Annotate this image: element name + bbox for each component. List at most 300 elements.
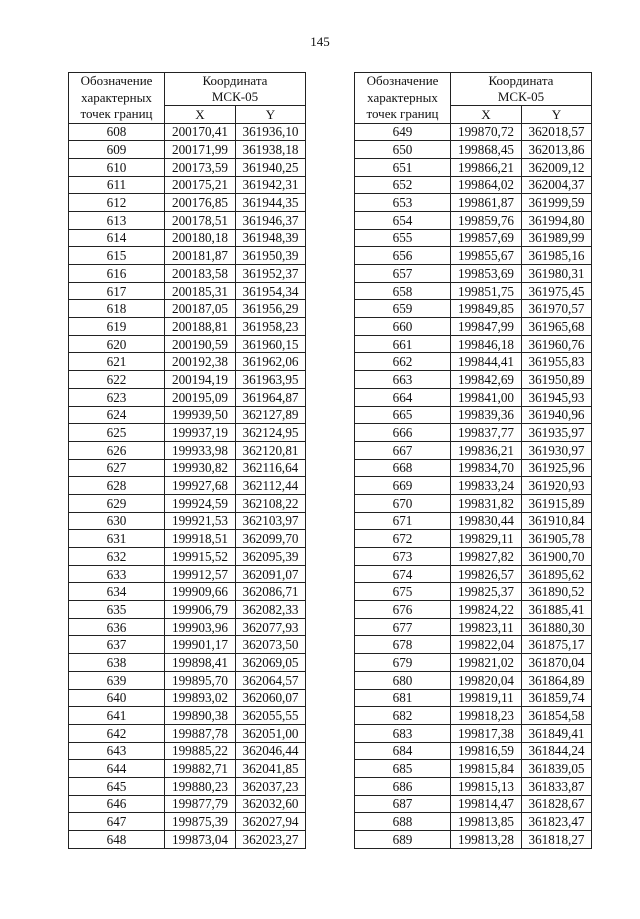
- y-coordinate-cell: 361940,96: [522, 406, 592, 424]
- y-coordinate-cell: 361936,10: [236, 123, 306, 141]
- table-row: [69, 300, 306, 318]
- y-coordinate-cell: 361833,87: [522, 777, 592, 795]
- point-number-cell: 644: [69, 760, 165, 778]
- x-coordinate-cell: 200178,51: [165, 211, 236, 229]
- x-coordinate-cell: 199814,47: [451, 795, 522, 813]
- y-column-header: Y: [236, 105, 306, 123]
- x-coordinate-cell: 200170,41: [165, 123, 236, 141]
- table-row: [355, 671, 592, 689]
- point-number-cell: 663: [355, 371, 451, 389]
- x-coordinate-cell: 199817,38: [451, 724, 522, 742]
- coordinates-table-right-body: [355, 123, 592, 848]
- y-coordinate-cell: 361839,05: [522, 760, 592, 778]
- x-coordinate-cell: 199870,72: [451, 123, 522, 141]
- table-row: [69, 831, 306, 849]
- y-coordinate-cell: 362041,85: [236, 760, 306, 778]
- y-coordinate-cell: 362051,00: [236, 724, 306, 742]
- point-number-cell: 616: [69, 265, 165, 283]
- y-coordinate-cell: 361920,93: [522, 477, 592, 495]
- table-row: [355, 813, 592, 831]
- x-coordinate-cell: 200181,87: [165, 247, 236, 265]
- point-number-cell: 688: [355, 813, 451, 831]
- coordinate-header-line2: МСК-05: [211, 88, 259, 104]
- x-coordinate-cell: 199827,82: [451, 548, 522, 566]
- table-row: [355, 247, 592, 265]
- x-coordinate-cell: 199834,70: [451, 459, 522, 477]
- point-number-cell: 608: [69, 123, 165, 141]
- point-number-cell: 686: [355, 777, 451, 795]
- point-number-cell: 669: [355, 477, 451, 495]
- x-coordinate-cell: 199855,67: [451, 247, 522, 265]
- coordinates-table-left-body: [69, 123, 306, 848]
- y-coordinate-cell: 362099,70: [236, 530, 306, 548]
- x-column-header: X: [165, 105, 236, 123]
- y-coordinate-cell: 362013,86: [522, 141, 592, 159]
- x-coordinate-cell: 199857,69: [451, 229, 522, 247]
- y-coordinate-cell: 361942,31: [236, 176, 306, 194]
- y-coordinate-cell: 361875,17: [522, 636, 592, 654]
- y-coordinate-cell: 361952,37: [236, 265, 306, 283]
- x-coordinate-cell: 199825,37: [451, 583, 522, 601]
- x-coordinate-cell: 199877,79: [165, 795, 236, 813]
- x-coordinate-cell: 200176,85: [165, 194, 236, 212]
- x-coordinate-cell: 199813,85: [451, 813, 522, 831]
- table-row: [69, 618, 306, 636]
- y-coordinate-cell: 361915,89: [522, 494, 592, 512]
- table-row: [355, 548, 592, 566]
- point-number-cell: 612: [69, 194, 165, 212]
- x-coordinate-cell: 199851,75: [451, 282, 522, 300]
- y-coordinate-cell: 361885,41: [522, 601, 592, 619]
- x-coordinate-cell: 199839,36: [451, 406, 522, 424]
- table-row: [69, 760, 306, 778]
- table-row: [69, 441, 306, 459]
- table-row: [69, 583, 306, 601]
- x-coordinate-cell: 200190,59: [165, 335, 236, 353]
- table-row: [355, 194, 592, 212]
- x-coordinate-cell: 200173,59: [165, 158, 236, 176]
- table-row: [69, 388, 306, 406]
- x-coordinate-cell: 199918,51: [165, 530, 236, 548]
- table-row: [355, 371, 592, 389]
- x-coordinate-cell: 199815,13: [451, 777, 522, 795]
- table-row: [69, 141, 306, 159]
- y-coordinate-cell: 361944,35: [236, 194, 306, 212]
- coordinate-header-line1: Координата: [488, 73, 554, 89]
- y-coordinate-cell: 362103,97: [236, 512, 306, 530]
- y-coordinate-cell: 361844,24: [522, 742, 592, 760]
- x-coordinate-cell: 199921,53: [165, 512, 236, 530]
- y-coordinate-cell: 361859,74: [522, 689, 592, 707]
- table-row: [355, 583, 592, 601]
- x-coordinate-cell: 199887,78: [165, 724, 236, 742]
- x-coordinate-cell: 200175,21: [165, 176, 236, 194]
- x-coordinate-cell: 200185,31: [165, 282, 236, 300]
- y-coordinate-cell: 361954,34: [236, 282, 306, 300]
- table-row: [69, 211, 306, 229]
- x-coordinate-cell: 199890,38: [165, 707, 236, 725]
- table-row: [69, 813, 306, 831]
- table-row: [355, 494, 592, 512]
- table-row: [69, 406, 306, 424]
- table-row: [69, 176, 306, 194]
- table-row: [69, 636, 306, 654]
- x-coordinate-cell: 199933,98: [165, 441, 236, 459]
- x-coordinate-cell: 199859,76: [451, 211, 522, 229]
- x-coordinate-cell: 199861,87: [451, 194, 522, 212]
- y-coordinate-cell: 361935,97: [522, 424, 592, 442]
- point-number-cell: 623: [69, 388, 165, 406]
- y-coordinate-cell: 361956,29: [236, 300, 306, 318]
- point-number-cell: 621: [69, 353, 165, 371]
- point-number-cell: 626: [69, 441, 165, 459]
- x-coordinate-cell: 199895,70: [165, 671, 236, 689]
- y-coordinate-cell: 362077,93: [236, 618, 306, 636]
- table-row: [355, 300, 592, 318]
- point-number-cell: 641: [69, 707, 165, 725]
- table-row: [69, 512, 306, 530]
- y-coordinate-cell: 362009,12: [522, 158, 592, 176]
- point-label-header-line2: характерных: [81, 89, 152, 105]
- x-coordinate-cell: 199822,04: [451, 636, 522, 654]
- point-number-cell: 684: [355, 742, 451, 760]
- x-coordinate-cell: 199813,28: [451, 831, 522, 849]
- x-coordinate-cell: 199906,79: [165, 601, 236, 619]
- point-number-cell: 617: [69, 282, 165, 300]
- y-coordinate-cell: 361999,59: [522, 194, 592, 212]
- y-coordinate-cell: 361946,37: [236, 211, 306, 229]
- point-number-cell: 634: [69, 583, 165, 601]
- table-row: [69, 795, 306, 813]
- point-number-cell: 674: [355, 565, 451, 583]
- point-number-cell: 655: [355, 229, 451, 247]
- x-coordinate-cell: 199930,82: [165, 459, 236, 477]
- y-coordinate-cell: 361970,57: [522, 300, 592, 318]
- y-coordinate-cell: 362108,22: [236, 494, 306, 512]
- table-row: [355, 406, 592, 424]
- point-number-cell: 619: [69, 318, 165, 336]
- table-row: [69, 282, 306, 300]
- table-row: [355, 141, 592, 159]
- x-coordinate-cell: 199821,02: [451, 654, 522, 672]
- point-number-cell: 687: [355, 795, 451, 813]
- x-coordinate-cell: 200180,18: [165, 229, 236, 247]
- point-number-cell: 667: [355, 441, 451, 459]
- table-row: [355, 689, 592, 707]
- table-row: [355, 742, 592, 760]
- x-coordinate-cell: 199844,41: [451, 353, 522, 371]
- table-row: [355, 636, 592, 654]
- point-number-cell: 627: [69, 459, 165, 477]
- y-coordinate-cell: 362023,27: [236, 831, 306, 849]
- table-row: [355, 618, 592, 636]
- point-number-cell: 665: [355, 406, 451, 424]
- x-coordinate-cell: 199868,45: [451, 141, 522, 159]
- point-number-cell: 649: [355, 123, 451, 141]
- x-coordinate-cell: 199866,21: [451, 158, 522, 176]
- point-number-cell: 650: [355, 141, 451, 159]
- x-coordinate-cell: 199909,66: [165, 583, 236, 601]
- point-number-cell: 639: [69, 671, 165, 689]
- table-row: [69, 247, 306, 265]
- y-coordinate-cell: 361962,06: [236, 353, 306, 371]
- point-label-header: [355, 73, 451, 124]
- y-coordinate-cell: 362082,33: [236, 601, 306, 619]
- x-coordinate-cell: 199846,18: [451, 335, 522, 353]
- x-coordinate-cell: 199836,21: [451, 441, 522, 459]
- point-label-header-line1: Обозначение: [80, 73, 153, 88]
- point-number-cell: 609: [69, 141, 165, 159]
- x-coordinate-cell: 199864,02: [451, 176, 522, 194]
- y-coordinate-cell: 362046,44: [236, 742, 306, 760]
- x-coordinate-cell: 200187,05: [165, 300, 236, 318]
- table-row: [355, 707, 592, 725]
- x-coordinate-cell: 199833,24: [451, 477, 522, 495]
- table-row: [69, 548, 306, 566]
- x-coordinate-cell: 200188,81: [165, 318, 236, 336]
- x-coordinate-cell: 200171,99: [165, 141, 236, 159]
- y-coordinate-cell: 361960,15: [236, 335, 306, 353]
- x-coordinate-cell: 199915,52: [165, 548, 236, 566]
- y-coordinate-cell: 361948,39: [236, 229, 306, 247]
- point-number-cell: 651: [355, 158, 451, 176]
- y-coordinate-cell: 361975,45: [522, 282, 592, 300]
- coordinate-header-line1: Координата: [202, 73, 268, 89]
- point-label-header-line2: характерных: [367, 89, 438, 105]
- point-number-cell: 679: [355, 654, 451, 672]
- table-row: [69, 565, 306, 583]
- y-coordinate-cell: 362086,71: [236, 583, 306, 601]
- point-number-cell: 673: [355, 548, 451, 566]
- coordinate-header: [165, 73, 306, 106]
- y-coordinate-cell: 362116,64: [236, 459, 306, 477]
- y-coordinate-cell: 361849,41: [522, 724, 592, 742]
- y-coordinate-cell: 361880,30: [522, 618, 592, 636]
- x-coordinate-cell: 199885,22: [165, 742, 236, 760]
- table-row: [69, 530, 306, 548]
- y-coordinate-cell: 361828,67: [522, 795, 592, 813]
- point-label-header-line3: точек границ: [366, 106, 439, 121]
- point-number-cell: 660: [355, 318, 451, 336]
- table-row: [355, 158, 592, 176]
- y-coordinate-cell: 362032,60: [236, 795, 306, 813]
- table-row: [69, 371, 306, 389]
- point-number-cell: 646: [69, 795, 165, 813]
- table-row: [355, 654, 592, 672]
- y-coordinate-cell: 361950,39: [236, 247, 306, 265]
- y-coordinate-cell: 361980,31: [522, 265, 592, 283]
- table-row: [355, 353, 592, 371]
- point-number-cell: 678: [355, 636, 451, 654]
- point-number-cell: 633: [69, 565, 165, 583]
- point-number-cell: 631: [69, 530, 165, 548]
- point-number-cell: 625: [69, 424, 165, 442]
- table-row: [355, 282, 592, 300]
- y-coordinate-cell: 361964,87: [236, 388, 306, 406]
- table-row: [69, 229, 306, 247]
- coordinates-table-left: [68, 72, 306, 849]
- table-row: [69, 158, 306, 176]
- y-coordinate-cell: 362037,23: [236, 777, 306, 795]
- point-label-header-line1: Обозначение: [366, 73, 439, 88]
- table-row: [69, 123, 306, 141]
- point-label-header-line3: точек границ: [80, 106, 153, 121]
- y-coordinate-cell: 362120,81: [236, 441, 306, 459]
- table-row: [355, 795, 592, 813]
- coordinate-header-line2: МСК-05: [497, 88, 545, 104]
- point-number-cell: 671: [355, 512, 451, 530]
- y-coordinate-cell: 362027,94: [236, 813, 306, 831]
- x-coordinate-cell: 199818,23: [451, 707, 522, 725]
- point-number-cell: 624: [69, 406, 165, 424]
- point-number-cell: 632: [69, 548, 165, 566]
- x-coordinate-cell: 199829,11: [451, 530, 522, 548]
- y-coordinate-cell: 362124,95: [236, 424, 306, 442]
- table-row: [69, 318, 306, 336]
- table-row: [69, 689, 306, 707]
- table-row: [355, 459, 592, 477]
- table-row: [69, 265, 306, 283]
- coordinates-table-right: [354, 72, 592, 849]
- table-row: [69, 477, 306, 495]
- x-coordinate-cell: 199816,59: [451, 742, 522, 760]
- point-number-cell: 656: [355, 247, 451, 265]
- point-number-cell: 643: [69, 742, 165, 760]
- y-coordinate-cell: 362095,39: [236, 548, 306, 566]
- point-number-cell: 662: [355, 353, 451, 371]
- table-row: [355, 565, 592, 583]
- point-number-cell: 677: [355, 618, 451, 636]
- point-number-cell: 652: [355, 176, 451, 194]
- point-number-cell: 676: [355, 601, 451, 619]
- table-row: [355, 760, 592, 778]
- table-row: [69, 353, 306, 371]
- point-number-cell: 689: [355, 831, 451, 849]
- point-number-cell: 614: [69, 229, 165, 247]
- y-coordinate-cell: 361854,58: [522, 707, 592, 725]
- point-number-cell: 647: [69, 813, 165, 831]
- point-number-cell: 657: [355, 265, 451, 283]
- y-coordinate-cell: 361963,95: [236, 371, 306, 389]
- table-row: [355, 211, 592, 229]
- x-coordinate-cell: 199873,04: [165, 831, 236, 849]
- point-number-cell: 638: [69, 654, 165, 672]
- table-row: [355, 724, 592, 742]
- point-number-cell: 637: [69, 636, 165, 654]
- y-coordinate-cell: 361910,84: [522, 512, 592, 530]
- point-label-header: [69, 73, 165, 124]
- table-row: [69, 459, 306, 477]
- table-row: [69, 494, 306, 512]
- y-coordinate-cell: 362060,07: [236, 689, 306, 707]
- x-coordinate-cell: 199893,02: [165, 689, 236, 707]
- y-coordinate-cell: 361905,78: [522, 530, 592, 548]
- y-coordinate-cell: 361985,16: [522, 247, 592, 265]
- table-row: [69, 194, 306, 212]
- y-coordinate-cell: 361994,80: [522, 211, 592, 229]
- point-number-cell: 654: [355, 211, 451, 229]
- y-coordinate-cell: 361989,99: [522, 229, 592, 247]
- point-number-cell: 610: [69, 158, 165, 176]
- point-number-cell: 664: [355, 388, 451, 406]
- point-number-cell: 670: [355, 494, 451, 512]
- y-coordinate-cell: 362004,37: [522, 176, 592, 194]
- point-number-cell: 640: [69, 689, 165, 707]
- coordinate-header: [451, 73, 592, 106]
- point-number-cell: 635: [69, 601, 165, 619]
- table-row: [355, 335, 592, 353]
- table-row: [355, 777, 592, 795]
- point-number-cell: 683: [355, 724, 451, 742]
- table-row: [355, 831, 592, 849]
- y-coordinate-cell: 361900,70: [522, 548, 592, 566]
- point-number-cell: 642: [69, 724, 165, 742]
- table-row: [355, 123, 592, 141]
- point-number-cell: 629: [69, 494, 165, 512]
- table-row: [69, 742, 306, 760]
- x-coordinate-cell: 199924,59: [165, 494, 236, 512]
- point-number-cell: 675: [355, 583, 451, 601]
- x-coordinate-cell: 199937,19: [165, 424, 236, 442]
- y-coordinate-cell: 361938,18: [236, 141, 306, 159]
- x-coordinate-cell: 199847,99: [451, 318, 522, 336]
- x-coordinate-cell: 199903,96: [165, 618, 236, 636]
- x-coordinate-cell: 199831,82: [451, 494, 522, 512]
- point-number-cell: 628: [69, 477, 165, 495]
- x-coordinate-cell: 199912,57: [165, 565, 236, 583]
- y-coordinate-cell: 361925,96: [522, 459, 592, 477]
- y-coordinate-cell: 361818,27: [522, 831, 592, 849]
- point-number-cell: 648: [69, 831, 165, 849]
- y-coordinate-cell: 362064,57: [236, 671, 306, 689]
- x-coordinate-cell: 199826,57: [451, 565, 522, 583]
- y-coordinate-cell: 361890,52: [522, 583, 592, 601]
- table-row: [69, 777, 306, 795]
- point-number-cell: 611: [69, 176, 165, 194]
- y-coordinate-cell: 361823,47: [522, 813, 592, 831]
- y-coordinate-cell: 362127,89: [236, 406, 306, 424]
- x-column-header: X: [451, 105, 522, 123]
- y-coordinate-cell: 361940,25: [236, 158, 306, 176]
- table-row: [355, 512, 592, 530]
- y-coordinate-cell: 361930,97: [522, 441, 592, 459]
- point-number-cell: 622: [69, 371, 165, 389]
- y-coordinate-cell: 361950,89: [522, 371, 592, 389]
- y-coordinate-cell: 361965,68: [522, 318, 592, 336]
- point-number-cell: 620: [69, 335, 165, 353]
- x-coordinate-cell: 200192,38: [165, 353, 236, 371]
- table-row: [69, 601, 306, 619]
- point-number-cell: 615: [69, 247, 165, 265]
- point-number-cell: 668: [355, 459, 451, 477]
- y-coordinate-cell: 361864,89: [522, 671, 592, 689]
- y-coordinate-cell: 362069,05: [236, 654, 306, 672]
- point-number-cell: 680: [355, 671, 451, 689]
- x-coordinate-cell: 199837,77: [451, 424, 522, 442]
- y-coordinate-cell: 361960,76: [522, 335, 592, 353]
- x-coordinate-cell: 199849,85: [451, 300, 522, 318]
- x-coordinate-cell: 199939,50: [165, 406, 236, 424]
- y-coordinate-cell: 362112,44: [236, 477, 306, 495]
- x-coordinate-cell: 199853,69: [451, 265, 522, 283]
- x-coordinate-cell: 199880,23: [165, 777, 236, 795]
- table-row: [69, 724, 306, 742]
- point-number-cell: 653: [355, 194, 451, 212]
- x-coordinate-cell: 199819,11: [451, 689, 522, 707]
- x-coordinate-cell: 199927,68: [165, 477, 236, 495]
- point-number-cell: 659: [355, 300, 451, 318]
- y-coordinate-cell: 361945,93: [522, 388, 592, 406]
